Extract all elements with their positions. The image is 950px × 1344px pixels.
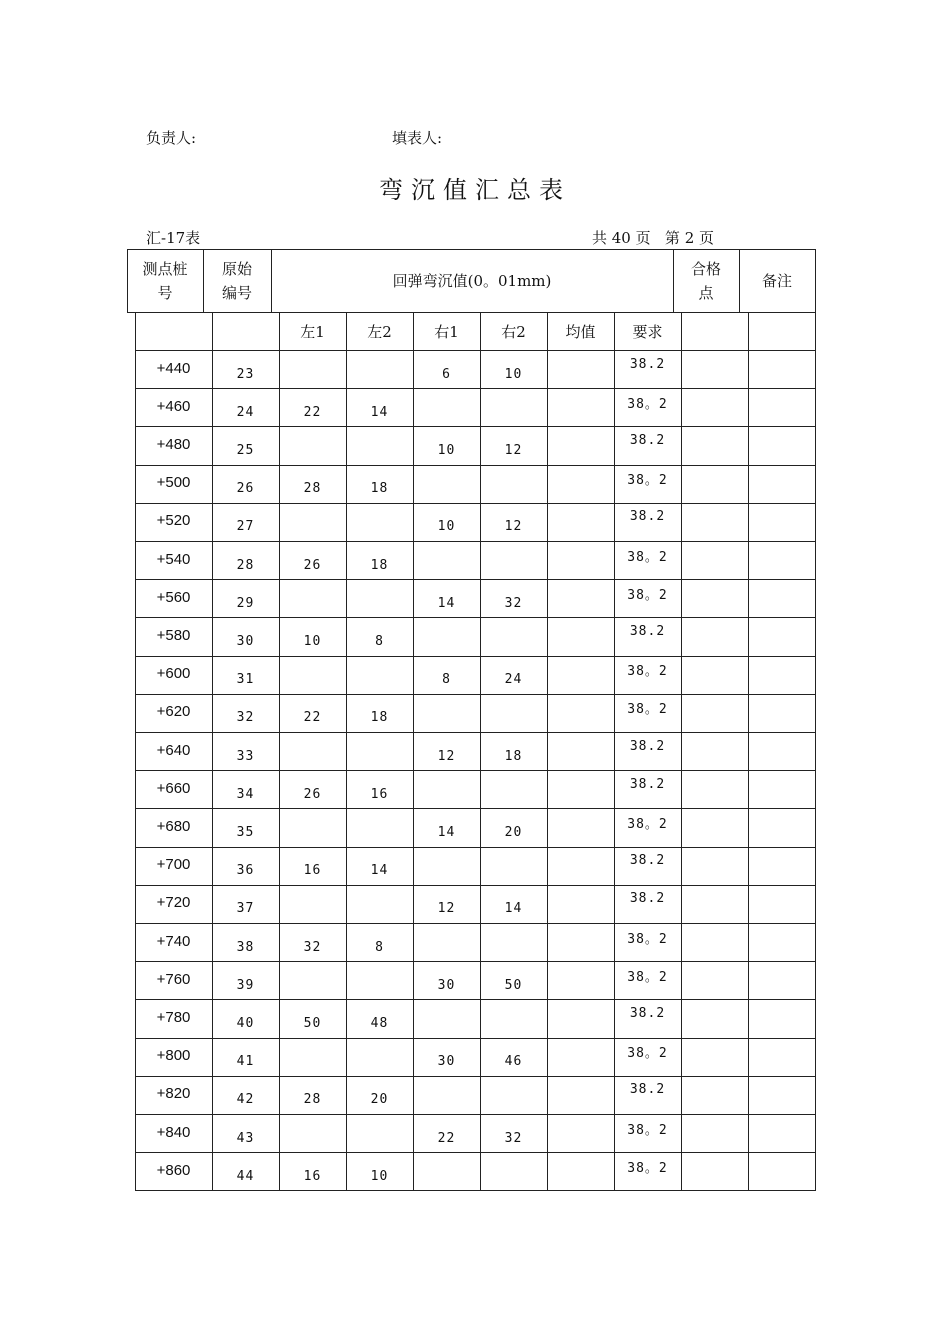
subheader-requirement: 要求 <box>632 323 663 341</box>
requirement-cell: 38.2 <box>629 356 666 372</box>
right1-cell: 8 <box>442 672 451 688</box>
requirement-cell: 38.2 <box>629 623 666 639</box>
grid-hline <box>127 249 815 250</box>
left1-cell <box>279 966 346 1004</box>
left2-cell <box>346 508 413 546</box>
left2-cell: 10 <box>370 1168 389 1184</box>
original-number-cell: 28 <box>236 557 255 573</box>
left1-cell <box>279 1119 346 1157</box>
stake-cell: +540 <box>156 550 191 568</box>
stake-cell: +560 <box>156 588 191 606</box>
left2-cell: 8 <box>375 939 384 955</box>
right1-cell: 22 <box>437 1130 456 1146</box>
grid-vline <box>815 249 816 312</box>
right2-cell: 12 <box>504 442 523 458</box>
requirement-cell: 38。2 <box>627 587 668 603</box>
right1-cell <box>413 928 480 966</box>
right2-cell <box>480 622 547 660</box>
right1-cell: 10 <box>437 519 456 535</box>
average-cell <box>547 1043 614 1081</box>
header-qualified: 合格点 <box>690 260 721 302</box>
original-number-cell: 29 <box>236 595 255 611</box>
requirement-cell: 38.2 <box>629 891 666 907</box>
grid-vline <box>127 249 128 312</box>
original-number-cell: 34 <box>236 786 255 802</box>
left1-cell: 26 <box>303 557 322 573</box>
left1-cell <box>279 661 346 699</box>
left2-cell <box>346 1119 413 1157</box>
subheader-average: 均值 <box>565 323 596 341</box>
average-cell <box>547 355 614 393</box>
right2-cell: 24 <box>504 672 523 688</box>
header-remark: 备注 <box>761 272 792 290</box>
right2-cell: 14 <box>504 901 523 917</box>
right2-cell: 32 <box>504 1130 523 1146</box>
stake-cell: +700 <box>156 856 191 874</box>
average-cell <box>547 1119 614 1157</box>
left2-cell <box>346 890 413 928</box>
left1-cell: 16 <box>303 863 322 879</box>
left2-cell: 14 <box>370 863 389 879</box>
left2-cell <box>346 355 413 393</box>
original-number-cell: 38 <box>236 939 255 955</box>
average-cell <box>547 393 614 431</box>
left1-cell: 22 <box>303 404 322 420</box>
average-cell <box>547 928 614 966</box>
original-number-cell: 37 <box>236 901 255 917</box>
original-number-cell: 23 <box>236 366 255 382</box>
requirement-cell: 38。2 <box>627 1160 668 1176</box>
original-number-cell: 43 <box>236 1130 255 1146</box>
requirement-cell: 38.2 <box>629 776 666 792</box>
requirement-cell: 38.2 <box>629 738 666 754</box>
stake-cell: +760 <box>156 970 191 988</box>
average-cell <box>547 1081 614 1119</box>
left2-cell: 16 <box>370 786 389 802</box>
requirement-cell: 38。2 <box>627 1046 668 1062</box>
left1-cell <box>279 431 346 469</box>
right1-cell <box>413 699 480 737</box>
right2-cell: 10 <box>504 366 523 382</box>
average-cell <box>547 584 614 622</box>
left2-cell <box>346 737 413 775</box>
average-cell <box>547 470 614 508</box>
average-cell <box>547 699 614 737</box>
right2-cell <box>480 1004 547 1042</box>
stake-cell: +780 <box>156 1008 191 1026</box>
average-cell <box>547 890 614 928</box>
stake-cell: +580 <box>156 626 191 644</box>
original-number-cell: 26 <box>236 481 255 497</box>
stake-cell: +620 <box>156 703 191 721</box>
left1-cell <box>279 355 346 393</box>
stake-cell: +720 <box>156 894 191 912</box>
right1-cell: 6 <box>442 366 451 382</box>
requirement-cell: 38。2 <box>627 931 668 947</box>
stake-cell: +520 <box>156 512 191 530</box>
left2-cell: 18 <box>370 710 389 726</box>
stake-cell: +440 <box>156 359 191 377</box>
average-cell <box>547 966 614 1004</box>
grid-hline <box>739 312 815 313</box>
stake-cell: +840 <box>156 1123 191 1141</box>
grid-vline <box>271 249 272 312</box>
stake-cell: +740 <box>156 932 191 950</box>
requirement-cell: 38.2 <box>629 432 666 448</box>
right2-cell <box>480 852 547 890</box>
original-number-cell: 24 <box>236 404 255 420</box>
grid-vline <box>681 312 682 1191</box>
left1-cell <box>279 584 346 622</box>
right1-cell: 14 <box>437 595 456 611</box>
average-cell <box>547 775 614 813</box>
right2-cell <box>480 1157 547 1195</box>
requirement-cell: 38.2 <box>629 1082 666 1098</box>
right2-cell <box>480 928 547 966</box>
page-info: 共 40 页 第 2 页 <box>592 229 715 247</box>
stake-cell: +860 <box>156 1161 191 1179</box>
average-cell <box>547 813 614 851</box>
page-title: 弯沉值汇总表 <box>379 176 571 204</box>
left2-cell: 18 <box>370 557 389 573</box>
grid-hline <box>127 312 748 313</box>
right2-cell: 18 <box>504 748 523 764</box>
subheader-left1: 左1 <box>300 323 325 341</box>
right1-cell: 30 <box>437 977 456 993</box>
requirement-cell: 38.2 <box>629 853 666 869</box>
average-cell <box>547 622 614 660</box>
stake-cell: +480 <box>156 435 191 453</box>
right1-cell: 12 <box>437 748 456 764</box>
left1-cell <box>279 813 346 851</box>
right1-cell: 30 <box>437 1054 456 1070</box>
average-cell <box>547 508 614 546</box>
left1-cell: 50 <box>303 1015 322 1031</box>
left1-cell: 28 <box>303 481 322 497</box>
left2-cell: 20 <box>370 1092 389 1108</box>
stake-cell: +500 <box>156 474 191 492</box>
left1-cell <box>279 1043 346 1081</box>
average-cell <box>547 431 614 469</box>
right2-cell: 46 <box>504 1054 523 1070</box>
header-deflection: 回弹弯沉值(0。01mm) <box>392 272 552 290</box>
stake-cell: +800 <box>156 1047 191 1065</box>
original-number-cell: 42 <box>236 1092 255 1108</box>
stake-cell: +820 <box>156 1085 191 1103</box>
left2-cell <box>346 584 413 622</box>
right2-cell <box>480 699 547 737</box>
left1-cell: 16 <box>303 1168 322 1184</box>
right1-cell <box>413 546 480 584</box>
grid-vline <box>739 249 740 313</box>
requirement-cell: 38。2 <box>627 1122 668 1138</box>
original-number-cell: 27 <box>236 519 255 535</box>
right1-cell: 10 <box>437 442 456 458</box>
form-code: 汇-17表 <box>146 229 201 247</box>
header-stake: 测点桩号 <box>142 260 188 302</box>
average-cell <box>547 661 614 699</box>
requirement-cell: 38。2 <box>627 473 668 489</box>
original-number-cell: 40 <box>236 1015 255 1031</box>
requirement-cell: 38.2 <box>629 1005 666 1021</box>
grid-vline <box>673 249 674 312</box>
left2-cell <box>346 813 413 851</box>
right2-cell: 32 <box>504 595 523 611</box>
right1-cell <box>413 622 480 660</box>
header-original-number: 原始编号 <box>221 260 252 302</box>
right2-cell <box>480 1081 547 1119</box>
left1-cell: 32 <box>303 939 322 955</box>
grid-vline <box>815 312 816 1191</box>
right1-cell <box>413 470 480 508</box>
left2-cell <box>346 966 413 1004</box>
right2-cell <box>480 546 547 584</box>
right2-cell: 50 <box>504 977 523 993</box>
average-cell <box>547 1004 614 1042</box>
average-cell <box>547 737 614 775</box>
right1-cell <box>413 852 480 890</box>
requirement-cell: 38。2 <box>627 969 668 985</box>
subheader-right1: 右1 <box>434 323 459 341</box>
left1-cell: 22 <box>303 710 322 726</box>
right1-cell <box>413 775 480 813</box>
left2-cell: 14 <box>370 404 389 420</box>
right1-cell <box>413 1081 480 1119</box>
left2-cell <box>346 431 413 469</box>
left2-cell: 18 <box>370 481 389 497</box>
average-cell <box>547 546 614 584</box>
stake-cell: +600 <box>156 665 191 683</box>
requirement-cell: 38.2 <box>629 509 666 525</box>
right1-cell: 12 <box>437 901 456 917</box>
left1-cell <box>279 737 346 775</box>
right1-cell <box>413 393 480 431</box>
requirement-cell: 38。2 <box>627 702 668 718</box>
grid-vline <box>748 312 749 1191</box>
left1-cell <box>279 890 346 928</box>
average-cell <box>547 852 614 890</box>
right2-cell <box>480 470 547 508</box>
requirement-cell: 38。2 <box>627 816 668 832</box>
left2-cell: 8 <box>375 633 384 649</box>
left1-cell: 28 <box>303 1092 322 1108</box>
right2-cell: 12 <box>504 519 523 535</box>
left1-cell: 26 <box>303 786 322 802</box>
left2-cell <box>346 661 413 699</box>
responsible-person-label: 负责人: <box>146 129 197 147</box>
stake-cell: +660 <box>156 779 191 797</box>
left2-cell <box>346 1043 413 1081</box>
requirement-cell: 38。2 <box>627 396 668 412</box>
right1-cell <box>413 1004 480 1042</box>
original-number-cell: 31 <box>236 672 255 688</box>
requirement-cell: 38。2 <box>627 549 668 565</box>
right1-cell: 14 <box>437 824 456 840</box>
right1-cell <box>413 1157 480 1195</box>
original-number-cell: 35 <box>236 824 255 840</box>
requirement-cell: 38。2 <box>627 664 668 680</box>
form-filler-label: 填表人: <box>392 129 443 147</box>
original-number-cell: 30 <box>236 633 255 649</box>
average-cell <box>547 1157 614 1195</box>
original-number-cell: 33 <box>236 748 255 764</box>
left1-cell <box>279 508 346 546</box>
original-number-cell: 32 <box>236 710 255 726</box>
stake-cell: +640 <box>156 741 191 759</box>
right2-cell <box>480 393 547 431</box>
left2-cell: 48 <box>370 1015 389 1031</box>
left1-cell: 10 <box>303 633 322 649</box>
right2-cell: 20 <box>504 824 523 840</box>
original-number-cell: 44 <box>236 1168 255 1184</box>
right2-cell <box>480 775 547 813</box>
grid-vline <box>203 249 204 312</box>
original-number-cell: 39 <box>236 977 255 993</box>
subheader-right2: 右2 <box>501 323 526 341</box>
grid-hline <box>135 350 815 351</box>
stake-cell: +460 <box>156 397 191 415</box>
original-number-cell: 36 <box>236 863 255 879</box>
original-number-cell: 25 <box>236 442 255 458</box>
stake-cell: +680 <box>156 817 191 835</box>
subheader-left2: 左2 <box>367 323 392 341</box>
original-number-cell: 41 <box>236 1054 255 1070</box>
